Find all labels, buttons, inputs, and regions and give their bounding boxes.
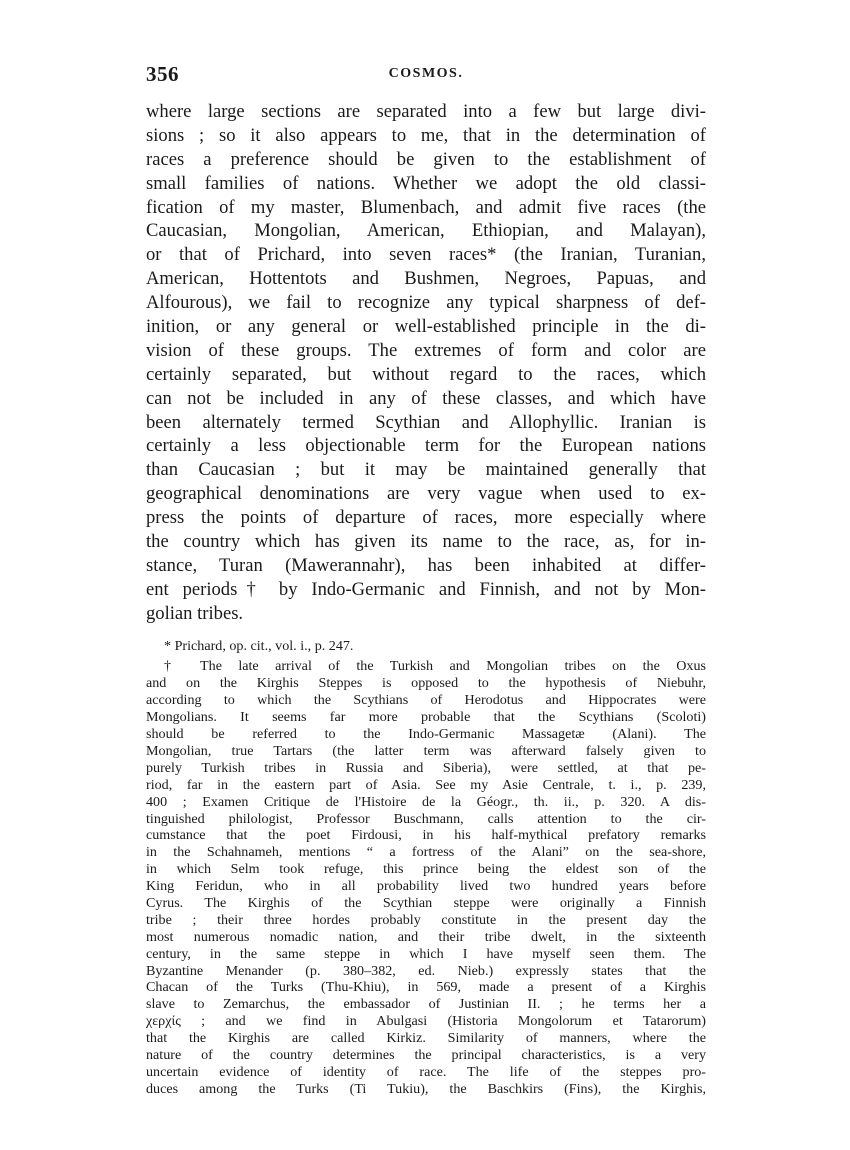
text-line: where large sections are separated into a few but large divi- bbox=[146, 101, 706, 122]
footnote-line: Byzantine Menander (p. 380–382, ed. Nieb.) expressly states that the bbox=[146, 962, 706, 979]
text-line: American, Hottentots and Bushmen, Negroes, Papuas, and bbox=[146, 268, 706, 290]
footnote-line: slave to Zemarchus, the embassador of Justinian II. ; he terms her a bbox=[146, 996, 706, 1013]
running-title: COSMOS. bbox=[388, 66, 464, 81]
text-line: stance, Turan (Mawerannahr), has been inhabited at differ- bbox=[146, 554, 706, 576]
text-line: can not be included in any of these classes, and which have bbox=[146, 387, 706, 409]
text-line: inition, or any general or well-established principle in the di- bbox=[146, 316, 706, 338]
footnotes bbox=[146, 638, 706, 1098]
text-line: geographical denominations are very vague when used to ex- bbox=[146, 483, 706, 505]
text-line: small families of nations. Whether we adopt the old classi- bbox=[146, 172, 706, 194]
text-line: Alfourous), we fail to recognize any typical sharpness of def- bbox=[146, 292, 706, 314]
footnote-line: in the Schahnameh, mentions “ a fortress of the Alani” on the sea-shore, bbox=[146, 844, 706, 861]
text-line: races a preference should be given to the establishment of bbox=[146, 148, 706, 170]
text-line: fication of my master, Blumenbach, and admit five races (the bbox=[146, 196, 706, 218]
footnote-line: that the Kirghis are called Kirkiz. Similarity of manners, where the bbox=[146, 1030, 706, 1047]
footnote-line: King Feridun, who in all probability lived two hundred years before bbox=[146, 878, 706, 895]
footnote-line: uncertain evidence of identity of race. The life of the steppes pro- bbox=[146, 1063, 706, 1080]
footnote-line: tribe ; their three hordes probably constitute in the present day the bbox=[146, 911, 706, 928]
text-line: than Caucasian ; but it may be maintained generally that bbox=[146, 459, 706, 481]
footnote-line: century, in the same steppe in which I have myself seen them. The bbox=[146, 945, 706, 962]
text-line: Caucasian, Mongolian, American, Ethiopian, and Malayan), bbox=[146, 220, 706, 242]
footnote-line: according to which the Scythians of Herodotus and Hippocrates were bbox=[146, 692, 706, 709]
footnote-line: 400 ; Examen Critique de l'Histoire de la Géogr., th. ii., p. 320. A dis- bbox=[146, 793, 706, 810]
footnote-line: Mongolians. It seems far more probable that the Scythians (Scoloti) bbox=[146, 709, 706, 726]
footnote-line: and on the Kirghis Steppes is opposed to the hypothesis of Niebuhr, bbox=[146, 675, 706, 692]
text-line: the country which has given its name to the race, as, for in- bbox=[146, 531, 706, 553]
footnote-prichard: * Prichard, op. cit., vol. i., p. 247. bbox=[164, 637, 354, 654]
page-number: 356 bbox=[146, 62, 179, 86]
footnote-line: tinguished philologist, Professor Buschmann, calls attention to the cir- bbox=[146, 810, 706, 827]
footnote-line: nature of the country determines the principal characteristics, is a very bbox=[146, 1046, 706, 1063]
footnote-line: χερχίς ; and we find in Abulgasi (Historia Mongolorum et Tatarorum) bbox=[146, 1013, 706, 1030]
text-line: or that of Prichard, into seven races* (the Iranian, Turanian, bbox=[146, 244, 706, 266]
footnote-line: duces among the Turks (Ti Tukiu), the Baschkirs (Fins), the Kirghis, bbox=[146, 1080, 706, 1097]
text-line: certainly separated, but without regard to the races, which bbox=[146, 363, 706, 385]
book-page bbox=[146, 62, 706, 1098]
text-line: sions ; so it also appears to me, that in the determination of bbox=[146, 124, 706, 146]
text-line: golian tribes. bbox=[146, 602, 244, 624]
running-head bbox=[146, 62, 706, 92]
text-line: vision of these groups. The extremes of form and color are bbox=[146, 339, 706, 361]
footnote-line: cumstance that the poet Firdousi, in his half-mythical prefatory remarks bbox=[146, 827, 706, 844]
footnote-line: should be referred to the Indo-Germanic Massagetæ (Alani). The bbox=[146, 726, 706, 743]
text-line: press the points of departure of races, more especially where bbox=[146, 507, 706, 529]
footnote-line: Cyrus. The Kirghis of the Scythian steppe were originally a Finnish bbox=[146, 894, 706, 911]
footnote-line: Mongolian, true Tartars (the latter term was afterward falsely given to bbox=[146, 742, 706, 759]
footnote-line: most numerous nomadic nation, and their tribe dwelt, in the sixteenth bbox=[146, 928, 706, 945]
footnote-line: Chacan of the Turks (Thu-Khiu), in 569, made a present of a Kirghis bbox=[146, 979, 706, 996]
text-line: certainly a less objectionable term for the European nations bbox=[146, 435, 706, 457]
footnote-line: † The late arrival of the Turkish and Mongolian tribes on the Oxus bbox=[164, 658, 706, 675]
text-line: been alternately termed Scythian and Allophyllic. Iranian is bbox=[146, 411, 706, 433]
footnote-line: purely Turkish tribes in Russia and Siberia), were settled, at that pe- bbox=[146, 759, 706, 776]
text-line: ent periods† by Indo-Germanic and Finnish, and not by Mon- bbox=[146, 578, 706, 600]
footnote-turkish-tribes bbox=[146, 658, 706, 1097]
footnote-line: riod, far in the eastern part of Asia. See my Asie Centrale, t. i., p. 239, bbox=[146, 776, 706, 793]
footnote-line: in which Selm took refuge, this prince being the eldest son of the bbox=[146, 861, 706, 878]
main-text bbox=[146, 100, 706, 626]
